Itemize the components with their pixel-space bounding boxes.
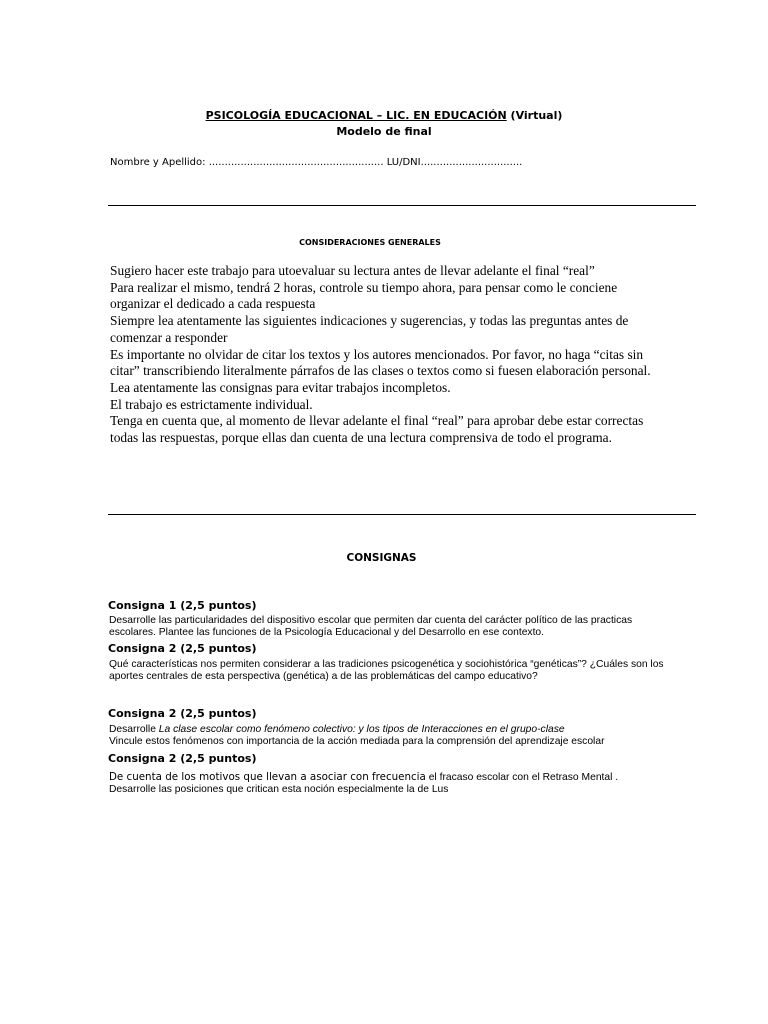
consigna-4-line-2: Desarrolle las posiciones que critican esta noción especialmente la de Lus [109,784,449,796]
consignas-heading: CONSIGNAS [346,552,417,564]
consideration-line: Siempre lea atentamente las siguientes indicaciones y sugerencias, y todas las preguntas antes de comenzar a responder [110,313,629,345]
consideration-line: Sugiero hacer este trabajo para utoevaluar su lectura antes de llevar adelante el final “real” [110,263,595,278]
consigna-1-text [109,615,669,640]
consigna-2-text [109,659,669,684]
consigna-3-line-2: Vincule estos fenómenos con importancia de la acción mediada para la comprensión del aprendizaje escolar [109,736,605,748]
considerations-body [110,263,670,447]
consigna-3-line-1 [109,724,669,736]
consigna-2-title: Consigna 2 (2,5 puntos) [108,642,257,655]
name-dni-line: Nombre y Apellido: ....................................................... LU/DNI................................ [110,157,523,168]
document-subtitle: Modelo de final [336,125,432,138]
document-title [0,108,768,124]
consigna-3-text [109,724,669,749]
consigna-2-paragraph: Qué características nos permiten considerar a las tradiciones psicogenética y sociohistórica “genéticas”? ¿Cuáles son los aportes centrales de esta perspectiva (genética) a de las problemáticas del campo educativo? [109,659,664,683]
divider-bottom [108,514,696,515]
consigna-3-title: Consigna 2 (2,5 puntos) [108,707,257,720]
consigna-4-part-1: De cuenta de los motivos que llevan a asociar con frecuencia [109,771,426,783]
consideration-line: Tenga en cuenta que, al momento de llevar adelante el final “real” para aprobar debe estar correctas todas las respuestas, porque ellas dan cuenta de una lectura comprensiva de todo el programa. [110,413,644,446]
consigna-3-prefix: Desarrolle [109,724,159,735]
consideration-line: Lea atentamente las consignas para evitar trabajos incompletos. [110,379,451,395]
divider-top [108,205,696,206]
consigna-4-line-1 [109,771,669,784]
title-suffix: (Virtual) [506,109,563,122]
consigna-1-paragraph: Desarrolle las particularidades del dispositivo escolar que permiten dar cuenta del carácter político de las practicas escolares. Plantee las funciones de la Psicología Educacional y del Desarrollo en ese contexto. [109,615,633,639]
consideration-line: Para realizar el mismo, tendrá 2 horas, controle su tiempo ahora, para pensar como le conciene organizar el dedicado a cada respuesta [110,279,618,312]
consigna-3-italic: La clase escolar como fenómeno colectivo: y los tipos de Interacciones en el grupo-clase [158,724,565,735]
consideration-line: Es importante no olvidar de citar los textos y los autores mencionados. Por favor, no haga “citas sin citar” transcribiendo literalmente párrafos de las clases o textos como si fuesen elaboración personal. [110,346,651,379]
consigna-4-title: Consigna 2 (2,5 puntos) [108,752,257,765]
consideration-line: El trabajo es estrictamente individual. [110,396,313,412]
title-underlined: PSICOLOGÍA EDUCACIONAL – LIC. EN EDUCACIÓN [205,109,507,122]
consigna-4-part-2: el fracaso escolar con el Retraso Mental . [425,772,619,783]
consigna-1-title: Consigna 1 (2,5 puntos) [108,599,257,612]
considerations-heading: CONSIDERACIONES GENERALES [299,238,441,247]
consigna-4-text [109,771,669,797]
